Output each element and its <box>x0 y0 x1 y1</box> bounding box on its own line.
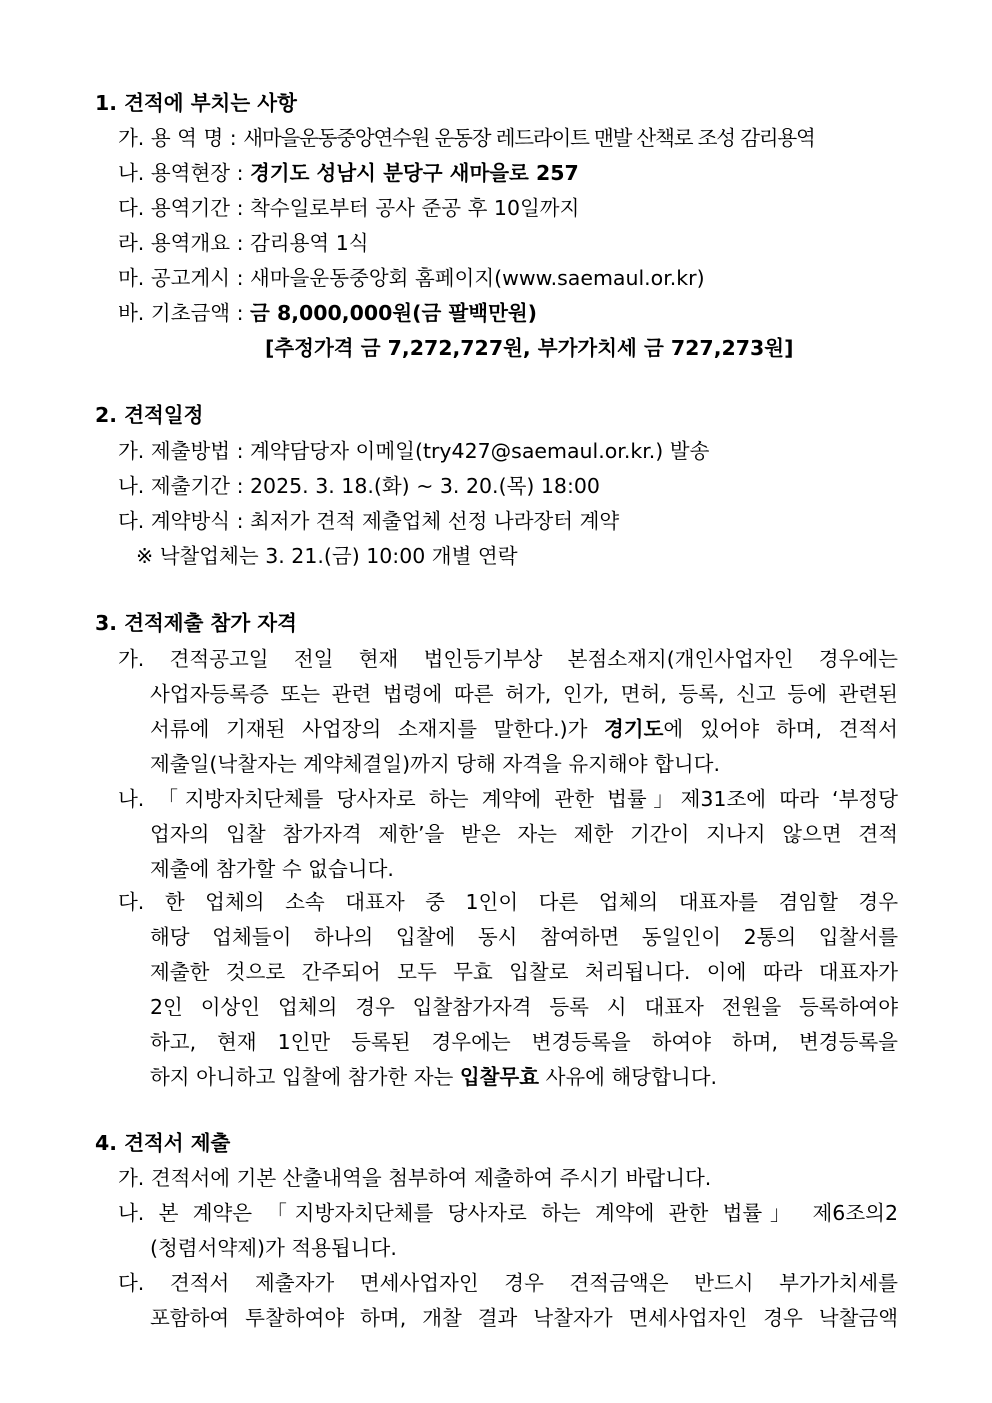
s1-ma-label: 마. 공고게시 : <box>118 266 250 290</box>
s4-da-line2: 포함하여 투찰하여야 하며, 개찰 결과 낙찰자가 면세사업자인 경우 낙찰금액 <box>150 1306 898 1330</box>
s3-da-line1: 다. 한 업체의 소속 대표자 중 1인이 다른 업체의 대표자를 겸임할 경우 <box>118 890 898 914</box>
s2-ga-label: 가. 제출방법 : <box>118 439 250 463</box>
s2-na-value: 2025. 3. 18.(화) ~ 3. 20.(목) 18:00 <box>250 474 600 498</box>
s1-item-na <box>118 158 579 188</box>
s2-item-na <box>118 471 600 501</box>
s3-ga-line3 <box>150 714 898 744</box>
s4-na-line1: 나. 본 계약은 「지방자치단체를 당사자로 하는 계약에 관한 법률」 제6조의2 <box>118 1201 898 1225</box>
s3-da-line3: 제출한 것으로 간주되어 모두 무효 입찰로 처리됩니다. 이에 따라 대표자가 <box>150 960 898 984</box>
s3-da-line5: 하고, 현재 1인만 등록된 경우에는 변경등록을 하여야 하며, 변경등록을 <box>150 1030 898 1054</box>
s1-item-ga <box>118 123 815 153</box>
s1-da-value: 착수일로부터 공사 준공 후 10일까지 <box>250 196 580 220</box>
s1-item-ba <box>118 298 537 328</box>
s1-ba-label: 바. 기초금액 : <box>118 301 250 325</box>
s3-da-line4: 2인 이상인 업체의 경우 입찰참가자격 등록 시 대표자 전원을 등록하여야 <box>150 995 898 1019</box>
s2-da-label: 다. 계약방식 : <box>118 509 250 533</box>
s3-ga-line3c: 에 있어야 하며, 견적서 <box>663 717 898 741</box>
s3-da-line6a: 하지 아니하고 입찰에 참가한 자는 <box>150 1065 460 1089</box>
s2-item-ga <box>118 436 709 466</box>
section-2-title: 2. 견적일정 <box>95 403 204 427</box>
s3-ga-line3a: 서류에 기재된 사업장의 소재지를 말한다.)가 <box>150 717 604 741</box>
s3-ga-line2: 사업자등록증 또는 관련 법령에 따른 허가, 인가, 면허, 등록, 신고 등에 관련된 <box>150 682 898 706</box>
s3-da-line2: 해당 업체들이 하나의 입찰에 동시 참여하면 동일인이 2통의 입찰서를 <box>150 925 898 949</box>
s1-item-da <box>118 193 579 223</box>
s1-da-label: 다. 용역기간 : <box>118 196 250 220</box>
s3-da-line6 <box>150 1062 898 1092</box>
s3-da-line6c: 사유에 해당합니다. <box>539 1065 718 1089</box>
s3-na-line3: 제출에 참가할 수 없습니다. <box>150 857 394 881</box>
s1-ra-value: 감리용역 1식 <box>250 231 369 255</box>
section-3-title: 3. 견적제출 참가 자격 <box>95 611 297 635</box>
s3-ga-line4: 제출일(낙찰자는 계약체결일)까지 당해 자격을 유지해야 합니다. <box>150 752 720 776</box>
s3-ga-line1: 가. 견적공고일 전일 현재 법인등기부상 본점소재지(개인사업자인 경우에는 <box>118 647 898 671</box>
s1-ba-sub: [추정가격 금 7,272,727원, 부가가치세 금 727,273원] <box>265 336 794 360</box>
s1-item-ma <box>118 263 705 293</box>
s1-ba-value: 금 8,000,000원(금 팔백만원) <box>250 301 538 325</box>
s3-na-line1: 나. 「지방자치단체를 당사자로 하는 계약에 관한 법률」제31조에 따라 ‘부정당 <box>118 787 898 811</box>
s1-na-label: 나. 용역현장 : <box>118 161 250 185</box>
section-1-title: 1. 견적에 부치는 사항 <box>95 91 297 115</box>
s2-note: ※ 낙찰업체는 3. 21.(금) 10:00 개별 연락 <box>136 544 518 568</box>
s3-da-invalid: 입찰무효 <box>459 1065 540 1089</box>
s1-na-value: 경기도 성남시 분당구 새마을로 257 <box>250 161 579 185</box>
s4-ga: 가. 견적서에 기본 산출내역을 첨부하여 제출하여 주시기 바랍니다. <box>118 1166 712 1190</box>
s4-na-line2: (청렴서약제)가 적용됩니다. <box>150 1236 397 1260</box>
s1-ga-value: 새마을운동중앙연수원 운동장 레드라이트 맨발 산책로 조성 감리용역 <box>243 126 815 150</box>
section-4-title: 4. 견적서 제출 <box>95 1131 231 1155</box>
s3-ga-region: 경기도 <box>604 717 664 741</box>
s2-na-label: 나. 제출기간 : <box>118 474 250 498</box>
s1-ga-label: 가. 용 역 명 : <box>118 126 244 150</box>
s1-item-ra <box>118 228 369 258</box>
s1-ma-value: 새마을운동중앙회 홈페이지(www.saemaul.or.kr) <box>250 266 705 290</box>
s2-ga-value: 계약담당자 이메일(try427@saemaul.or.kr.) 발송 <box>250 439 710 463</box>
s2-da-value: 최저가 견적 제출업체 선정 나라장터 계약 <box>250 509 620 533</box>
s4-da-line1: 다. 견적서 제출자가 면세사업자인 경우 견적금액은 반드시 부가가치세를 <box>118 1271 898 1295</box>
s1-ra-label: 라. 용역개요 : <box>118 231 250 255</box>
s3-na-line2: 업자의 입찰 참가자격 제한’을 받은 자는 제한 기간이 지나지 않으면 견적 <box>150 822 898 846</box>
s2-item-da <box>118 506 619 536</box>
